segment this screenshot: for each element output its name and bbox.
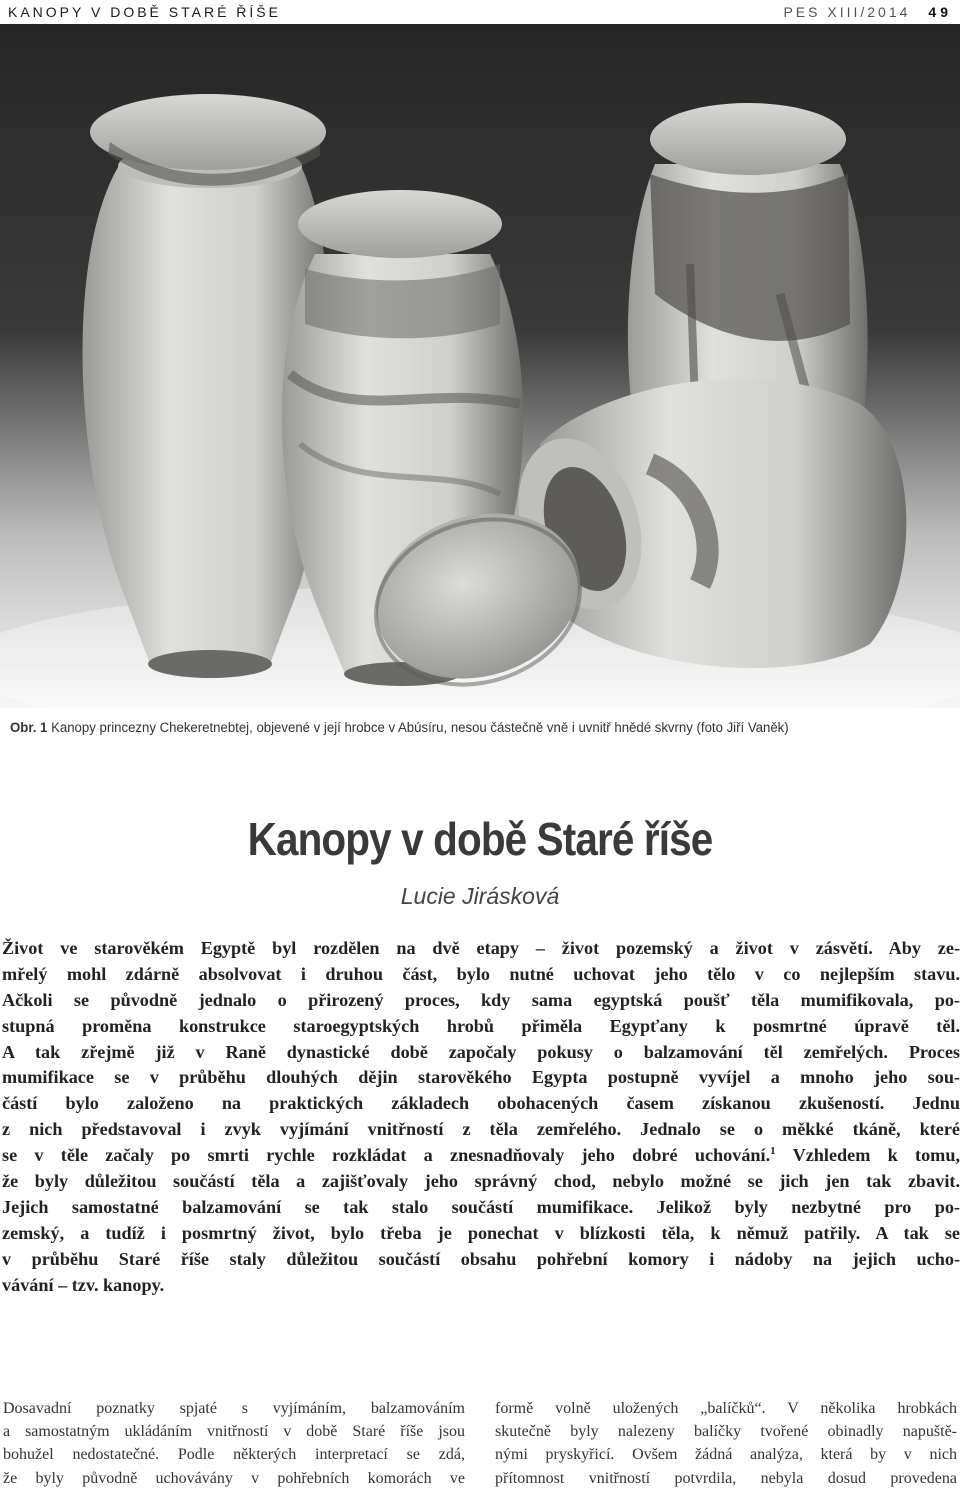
body-line: nými pryskyřicí. Ovšem žádná analýza, která by v nich (495, 1446, 957, 1464)
body-line: Dosavadní poznatky spjaté s vyjímáním, balzamováním (3, 1400, 465, 1417)
abstract-line-text: se v těle začaly po smrti rychle rozkládat a znesnadňovaly jeho dobré uchování. (2, 1145, 771, 1166)
running-head-right (783, 0, 952, 24)
footnote-ref[interactable]: 1 (770, 1145, 776, 1158)
abstract-line: mumifikace se v průběhu dlouhých dějin starověkého Egypta postupně vyvíjel a mnoho jeho sou- (2, 1067, 960, 1088)
abstract-line: Ačkoli se původně jednalo o přirozený proces, kdy sama egyptská poušť těla mumifikovala, po- (2, 989, 960, 1010)
abstract-line: Jejich samostatné balzamování se tak stalo součástí mumifikace. Jelikož byly nezbytné pro po- (2, 1196, 960, 1217)
body-line: skutečně byly nalezeny balíčky tvořené obinadly napuště- (495, 1423, 957, 1441)
abstract-line: stupná proměna konstrukce staroegyptských hrobů přiměla Egypťany k posmrtné úpravě těl. (2, 1015, 960, 1036)
body-line: formě volně uložených „balíčků“. V několika hrobkách (495, 1400, 957, 1417)
body-line: přítomnost vnitřností potvrdila, nebyla dosud provedena (495, 1469, 957, 1487)
article-title: Kanopy v době Staré říše (247, 813, 713, 865)
abstract-line: Život ve starověkém Egyptě byl rozdělen na dvě etapy – život pozemský a život v zásvětí. Aby ze- (2, 938, 960, 958)
body-line: bohužel nedostatečné. Podle některých interpretací se zdá, (3, 1446, 465, 1464)
abstract-line: že byly důležitou součástí těla a zajišťovaly jeho správný chod, nebylo možné se jich jen tak zbavit. (2, 1171, 960, 1192)
figure-caption (10, 720, 889, 736)
body-column-left (3, 1397, 465, 1490)
abstract-line: v průběhu Staré říše staly důležitou součástí obsahu pohřební komory i nádoby na jejich ucho- (2, 1248, 960, 1269)
abstract-line: vávání – tzv. kanopy. (2, 1274, 165, 1295)
abstract-line-tail: Vzhledem k tomu, (775, 1145, 960, 1166)
body-line: že byly původně uchovávány v pohřebních komorách ve (3, 1469, 465, 1487)
article-author: Lucie Jirásková (400, 883, 560, 909)
abstract-line: A tak zřejmě již v Raně dynastické době započaly pokusy o balzamování těl zemřelých. Proces (2, 1041, 960, 1062)
journal-issue: PES XIII/2014 (783, 4, 911, 20)
abstract-line: částí bylo založeno na praktických základech obohacených časem získanou zkušeností. Jednu (2, 1093, 960, 1114)
abstract-line: zemský, a tudíž i posmrtný život, bylo třeba je ponechat v blízkosti těla, k němuž patřily. A tak se (2, 1222, 960, 1243)
figure-label: Obr. 1 (10, 720, 48, 736)
abstract-line-with-footnote (2, 1143, 960, 1169)
figure-caption-text: Kanopy princezny Chekeretnebtej, objevené v její hrobce v Abúsíru, nesou částečně vně i uvnitř hnědé skvrny (foto Jiří Vaněk) (51, 720, 789, 736)
body-line: a samostatným ukládáním vnitřností v době Staré říše jsou (3, 1423, 465, 1441)
page-number: 49 (928, 4, 952, 20)
abstract-line: mřelý mohl zdárně absolvovat i druhou část, bylo nutné uchovat jeho tělo v co nejlepším stavu. (2, 963, 960, 984)
abstract (2, 936, 960, 1298)
running-head (8, 0, 952, 24)
body-column-right (495, 1397, 957, 1490)
abstract-line: z nich představoval i zvyk vyjímání vnitřností z těla zemřelého. Jednalo se o měkké tkáně, které (2, 1119, 960, 1140)
running-head-title: KANOPY V DOBĚ STARÉ ŘÍŠE (8, 4, 281, 20)
canopic-jars-photo (0, 24, 960, 708)
